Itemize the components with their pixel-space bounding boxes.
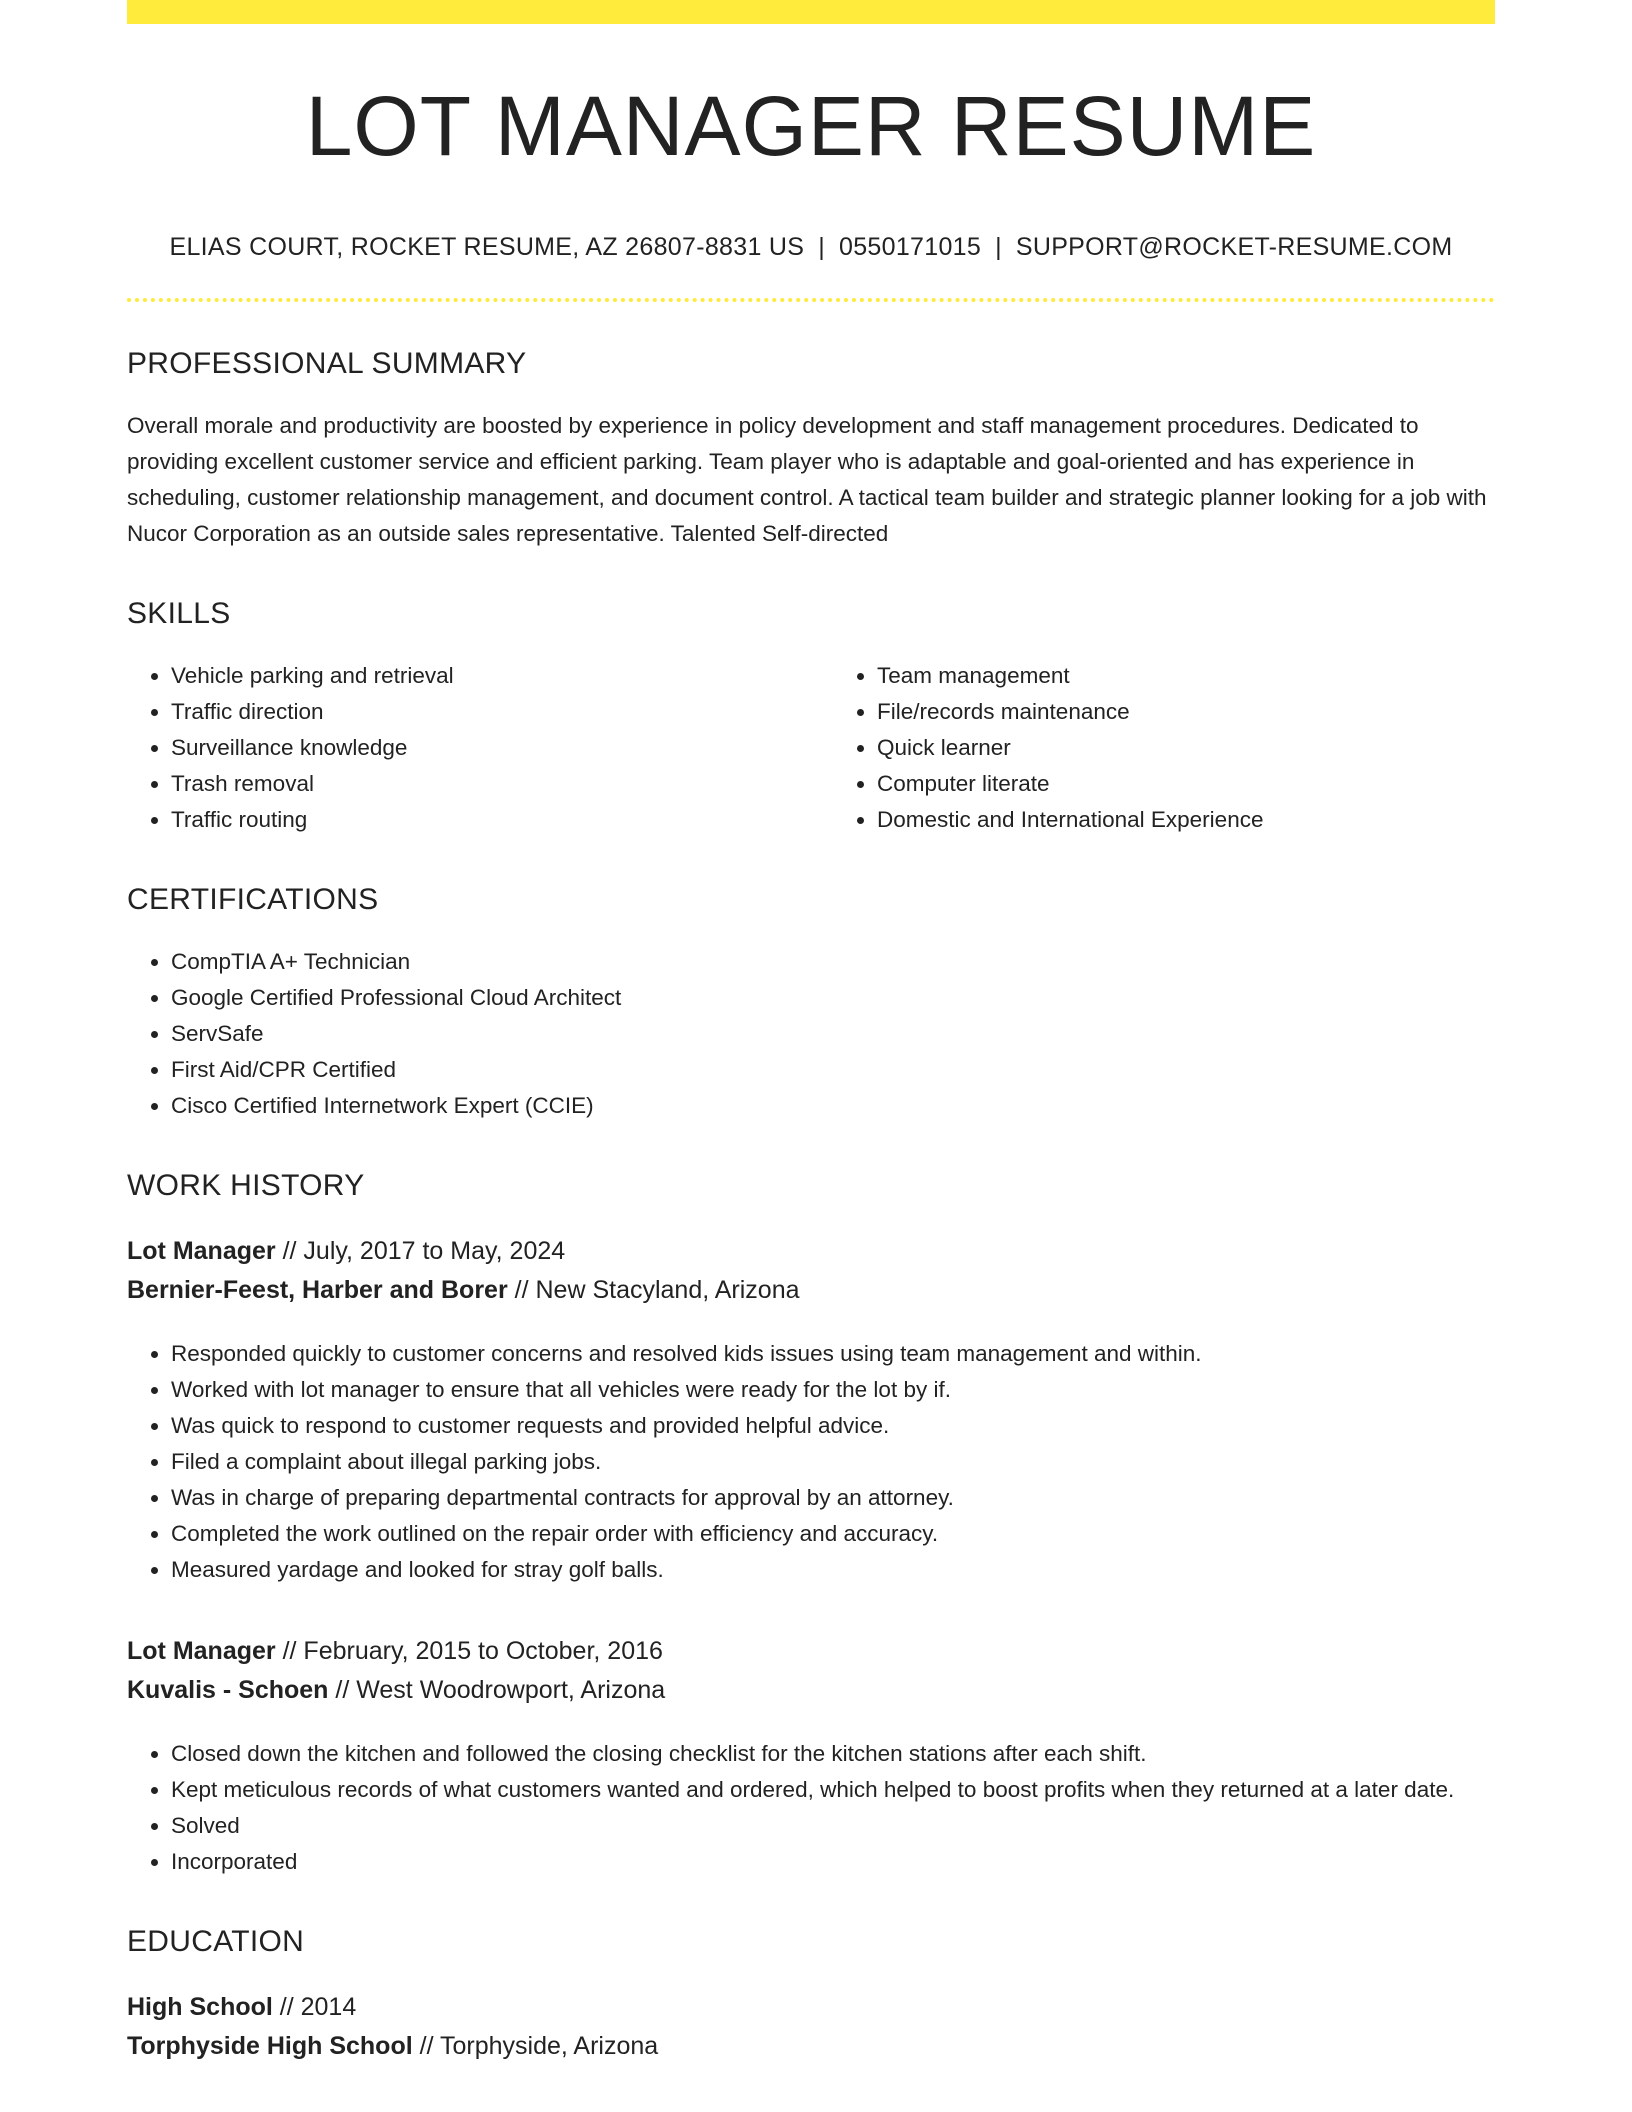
job-title: Lot Manager (127, 1637, 276, 1665)
skill-item: • Domestic and International Experience (877, 802, 1495, 838)
job-location: West Woodrowport, Arizona (356, 1676, 666, 1704)
skill-item: • Team management (877, 658, 1495, 694)
skill-item: • Trash removal (171, 766, 789, 802)
work-history-heading: WORK HISTORY (127, 1169, 365, 1202)
skills-grid (127, 658, 1495, 838)
dotted-divider (127, 298, 1495, 302)
resume-title: LOT MANAGER RESUME (305, 79, 1317, 173)
skill-item: • Traffic direction (171, 694, 789, 730)
job-duty-item: • Filed a complaint about illegal parking jobs. (171, 1444, 1495, 1480)
contact-line (127, 232, 1495, 262)
certification-item: • Google Certified Professional Cloud Architect (171, 980, 1495, 1016)
job-duty-item: • Was in charge of preparing departmental contracts for approval by an attorney. (171, 1480, 1495, 1516)
top-accent-bar (127, 0, 1495, 24)
skill-item: • Traffic routing (171, 802, 789, 838)
contact-separator: | (995, 233, 1002, 261)
job-duties-list (127, 1736, 1495, 1880)
job-location: New Stacyland, Arizona (535, 1276, 800, 1304)
education-school: Torphyside High School (127, 2032, 413, 2060)
education-degree-line (127, 1988, 1495, 2027)
skill-item: • Vehicle parking and retrieval (171, 658, 789, 694)
job-duty-item: • Worked with lot manager to ensure that all vehicles were ready for the lot by if. (171, 1372, 1495, 1408)
skill-item: • Computer literate (877, 766, 1495, 802)
job-title-line (127, 1232, 1495, 1271)
skills-list-right (833, 658, 1495, 838)
job-separator: // (328, 1676, 357, 1704)
job-duties-list (127, 1336, 1495, 1588)
contact-phone: 0550171015 (839, 233, 982, 261)
skills-heading: SKILLS (127, 597, 231, 630)
job-dates: July, 2017 to May, 2024 (303, 1237, 566, 1265)
education-separator: // (272, 1993, 301, 2021)
job-duty-item: • Completed the work outlined on the repair order with efficiency and accuracy. (171, 1516, 1495, 1552)
job-duty-item: • Incorporated (171, 1844, 1495, 1880)
education-heading: EDUCATION (127, 1925, 305, 1958)
job-title: Lot Manager (127, 1237, 276, 1265)
job-duty-item: • Closed down the kitchen and followed the closing checklist for the kitchen stations after each shift. (171, 1736, 1495, 1772)
contact-address: ELIAS COURT, ROCKET RESUME, AZ 26807-8831 US (169, 233, 805, 261)
skills-list-left (127, 658, 789, 838)
education-school-line (127, 2027, 1495, 2066)
certification-item: • CompTIA A+ Technician (171, 944, 1495, 980)
job-company-line (127, 1271, 1495, 1310)
contact-email: SUPPORT@ROCKET-RESUME.COM (1015, 233, 1453, 261)
job-duty-item: • Measured yardage and looked for stray golf balls. (171, 1552, 1495, 1588)
job-company-line (127, 1671, 1495, 1710)
certifications-heading: CERTIFICATIONS (127, 883, 379, 916)
skill-item: • File/records maintenance (877, 694, 1495, 730)
education-year: 2014 (300, 1993, 357, 2021)
job-separator: // (507, 1276, 536, 1304)
education-location: Torphyside, Arizona (440, 2032, 659, 2060)
job-duty-item: • Solved (171, 1808, 1495, 1844)
job-dates: February, 2015 to October, 2016 (303, 1637, 663, 1665)
summary-text: Overall morale and productivity are boosted by experience in policy development and staff management procedures. Dedicated to providing excellent customer service and efficient parking. Team player who is adaptable and goal-oriented and has experience in scheduling, customer relationship management, and document control. A tactical team builder and strategic planner looking for a job with Nucor Corporation as an outside sales representative. Talented Self-directed (127, 413, 1487, 546)
contact-separator: | (818, 233, 826, 261)
job-duty-item: • Kept meticulous records of what customers wanted and ordered, which helped to boost profits when they returned at a later date. (171, 1772, 1495, 1808)
summary-heading: PROFESSIONAL SUMMARY (127, 347, 527, 380)
job-duty-item: • Responded quickly to customer concerns and resolved kids issues using team management and within. (171, 1336, 1495, 1372)
resume-page (127, 0, 1495, 2066)
job-duty-item: • Was quick to respond to customer requests and provided helpful advice. (171, 1408, 1495, 1444)
certification-item: • Cisco Certified Internetwork Expert (CCIE) (171, 1088, 1495, 1124)
job-company: Kuvalis - Schoen (127, 1676, 329, 1704)
skill-item: • Surveillance knowledge (171, 730, 789, 766)
skill-item: • Quick learner (877, 730, 1495, 766)
job-separator: // (275, 1237, 304, 1265)
certification-item: • First Aid/CPR Certified (171, 1052, 1495, 1088)
certification-item: • ServSafe (171, 1016, 1495, 1052)
job-title-line (127, 1632, 1495, 1671)
education-separator: // (412, 2032, 441, 2060)
job-company: Bernier-Feest, Harber and Borer (127, 1276, 508, 1304)
job-separator: // (275, 1637, 304, 1665)
education-degree: High School (127, 1993, 273, 2021)
certifications-list (127, 944, 1495, 1124)
